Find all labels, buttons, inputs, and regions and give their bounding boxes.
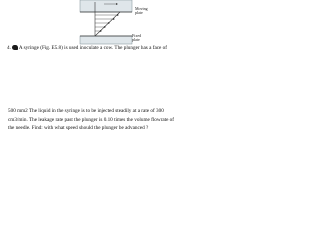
velocity-profile-figure [40,0,160,48]
problem-paragraph [8,107,196,133]
problem-intro: A syringe (Fig. E5.8) is used inoculate a cow. The plunger has a face of [18,45,167,51]
problem-heading [7,44,167,52]
fixed-plate-label: Fixed plate [132,33,142,43]
problem-line: the needle. Find: with what speed should the plunger be advanced ? [8,125,149,131]
problem-line: cm3/min. The leakage rate past the plunger is 0.10 times the volume flowrate of [8,116,174,123]
fixed-plate-fill [80,36,132,44]
moving-plate-label: Moving plate [135,6,148,16]
profile-line [95,12,120,36]
velocity-arrows [95,15,117,31]
problem-line: 500 mm2 The liquid in the syringe is to be injected steadily at a rate of 300 [8,108,164,114]
moving-plate-fill [80,0,132,12]
ink-blot-icon [12,45,18,50]
problem-number: 4. [7,45,11,51]
